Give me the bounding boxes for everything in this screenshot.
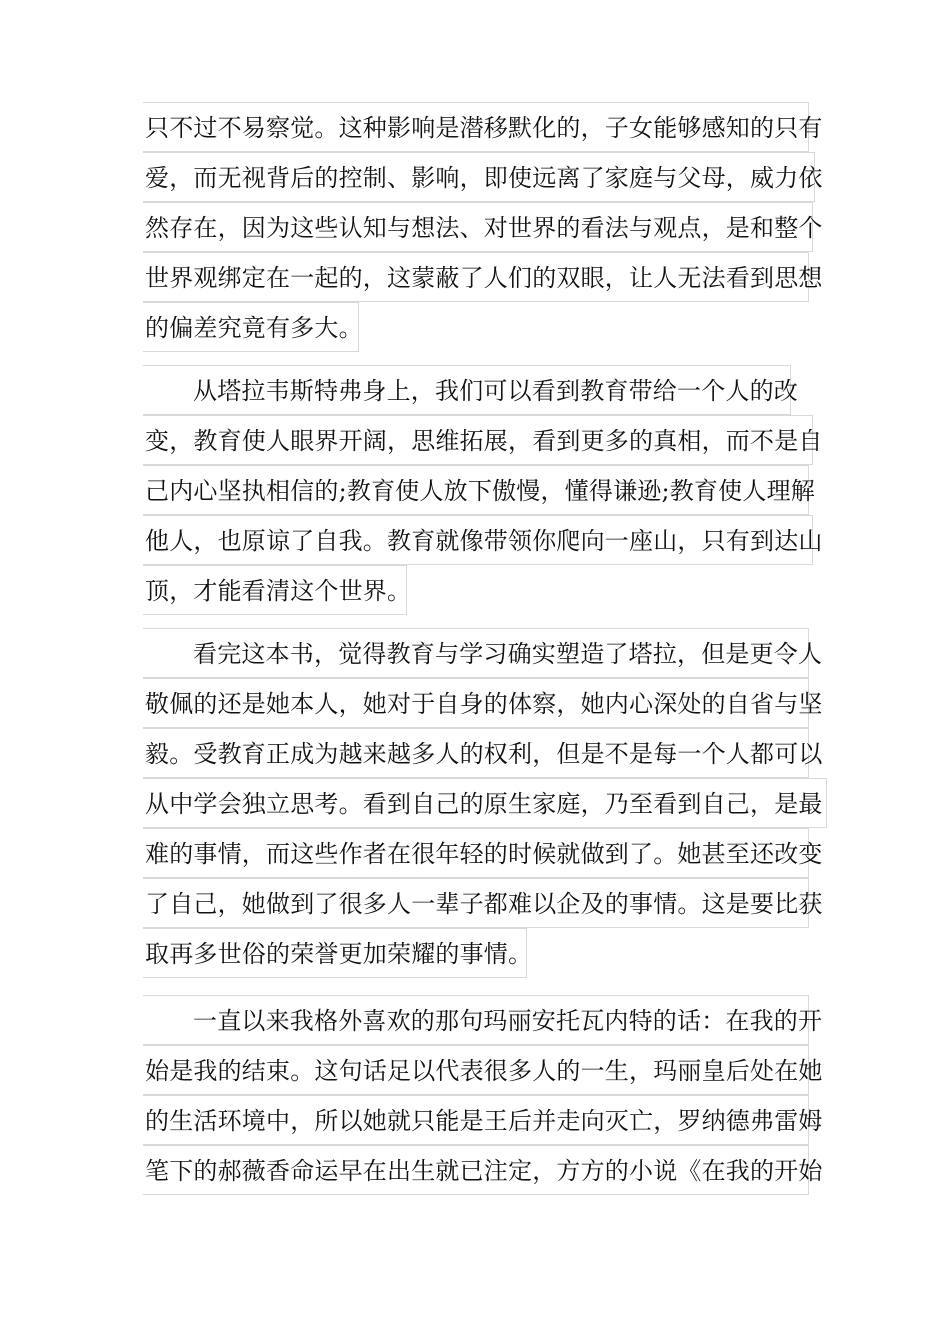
text-line: 敬佩的还是她本人，她对于自身的体察，她内心深处的自省与坚 [143, 678, 809, 728]
text-line: 的偏差究竟有多大。 [143, 302, 359, 352]
text-line: 取再多世俗的荣誉更加荣耀的事情。 [143, 928, 527, 978]
text-line: 始是我的结束。这句话足以代表很多人的一生，玛丽皇后处在她 [143, 1045, 809, 1095]
text-line: 世界观绑定在一起的，这蒙蔽了人们的双眼，让人无法看到思想 [143, 252, 809, 302]
text-line: 他人，也原谅了自我。教育就像带领你爬向一座山，只有到达山 [143, 515, 813, 565]
text-line: 顶，才能看清这个世界。 [143, 565, 407, 615]
text-line: 爱，而无视背后的控制、影响，即使远离了家庭与父母，威力依 [143, 152, 815, 202]
text-line: 己内心坚执相信的;教育使人放下傲慢，懂得谦逊;教育使人理解 [143, 465, 809, 515]
text-line: 毅。受教育正成为越来越多人的权利，但是不是每一个人都可以 [143, 728, 809, 778]
text-line: 从中学会独立思考。看到自己的原生家庭，乃至看到自己，是最 [143, 778, 827, 828]
text-line: 从塔拉韦斯特弗身上，我们可以看到教育带给一个人的改 [143, 365, 791, 415]
text-line: 然存在，因为这些认知与想法、对世界的看法与观点，是和整个 [143, 202, 813, 252]
text-line: 的生活环境中，所以她就只能是王后并走向灭亡，罗纳德弗雷姆 [143, 1095, 809, 1145]
paragraph-1 [143, 102, 823, 352]
text-line: 了自己，她做到了很多人一辈子都难以企及的事情。这是要比获 [143, 878, 809, 928]
text-line: 看完这本书，觉得教育与学习确实塑造了塔拉，但是更令人 [143, 628, 809, 678]
text-line: 一直以来我格外喜欢的那句玛丽安托瓦内特的话：在我的开 [143, 995, 809, 1045]
text-line: 变，教育使人眼界开阔，思维拓展，看到更多的真相，而不是自 [143, 415, 813, 465]
text-line: 笔下的郝薇香命运早在出生就已注定，方方的小说《在我的开始 [143, 1145, 809, 1195]
text-line: 只不过不易察觉。这种影响是潜移默化的，子女能够感知的只有 [143, 102, 809, 152]
paragraph-4 [143, 995, 823, 1195]
paragraph-3 [143, 628, 823, 978]
paragraph-2 [143, 365, 823, 615]
text-line: 难的事情，而这些作者在很年轻的时候就做到了。她甚至还改变 [143, 828, 809, 878]
